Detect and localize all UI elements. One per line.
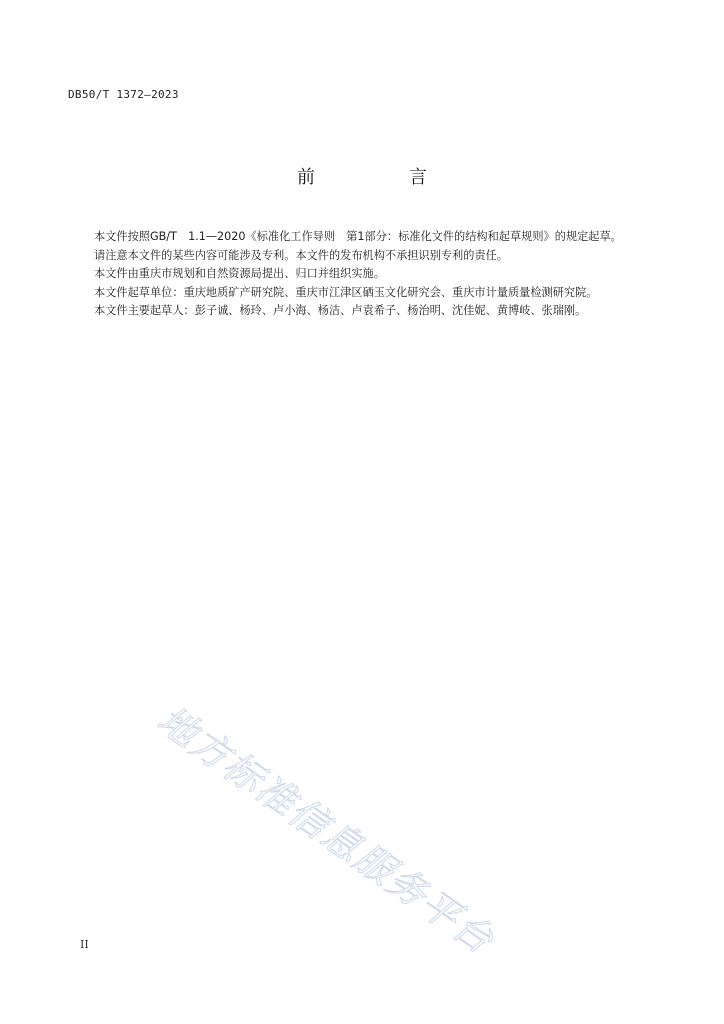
document-code: DB50/T 1372—2023 — [68, 88, 179, 101]
section-title: 前 言 — [297, 167, 465, 188]
foreword-body — [68, 228, 640, 321]
paragraph-drafting-rules: 本文件按照GB/T 1.1—2020《标准化工作导则 第1部分：标准化文件的结构和起草规则》的规定起草。 — [94, 230, 622, 243]
paragraph-drafters: 本文件主要起草人：彭子诚、杨玲、卢小海、杨洁、卢袁希子、杨治明、沈佳妮、黄博岐、张瑞刚。 — [94, 304, 587, 317]
paragraph-proposer: 本文件由重庆市规划和自然资源局提出、归口并组织实施。 — [94, 267, 385, 280]
paragraph-patent-notice: 请注意本文件的某些内容可能涉及专利。本文件的发布机构不承担识别专利的责任。 — [94, 248, 508, 262]
page-number: II — [80, 938, 89, 951]
watermark-text: 地方标准信息服务平台 — [149, 697, 503, 963]
paragraph-drafting-units: 本文件起草单位：重庆地质矿产研究院、重庆市江津区硒玉文化研究会、重庆市计量质量检测研究院。 — [94, 285, 598, 299]
